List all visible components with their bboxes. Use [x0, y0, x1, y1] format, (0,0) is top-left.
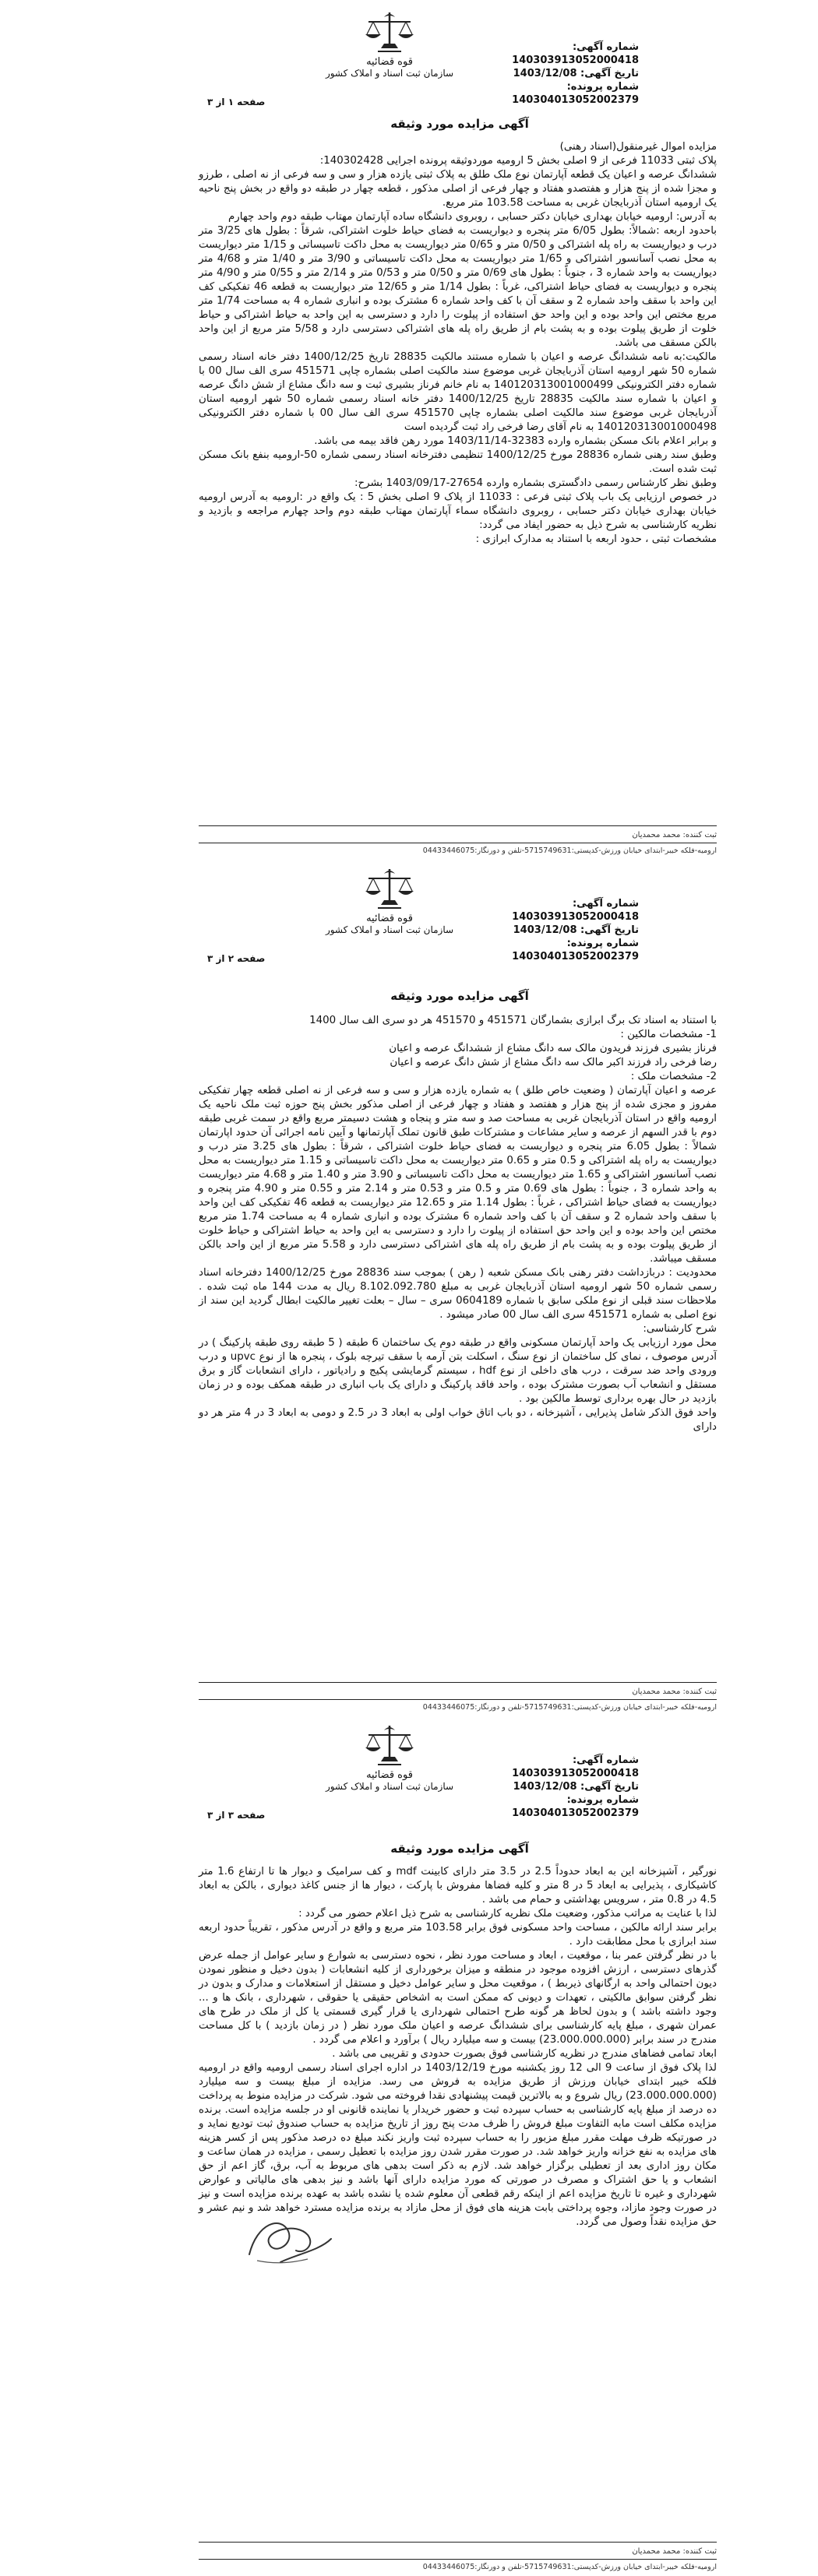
page-number-label: صفحه ۱ از ۳	[207, 97, 266, 107]
body-paragraph: لذا با عنایت به مراتب مذکور، وضعیت ملک نظریه کارشناسی به شرح ذیل اعلام حضور می گردد :	[298, 1908, 717, 1920]
body-paragraph: پلاک ثبتی 11033 فرعی از 9 اصلی بخش 5 ارومیه موردوثیقه پرونده اجرایی 140302428:	[319, 155, 717, 167]
notice-body	[199, 1014, 717, 1434]
page-footer: ارومیه-فلکه خیبر-ابتدای خیابان ورزش-کدپستی:5715749631-تلفن و دورنگار:04433446075	[199, 1699, 717, 1712]
signer-name: ثبت کننده: محمد محمدیان	[632, 1687, 717, 1696]
body-paragraph: شرح کارشناسی:	[643, 1323, 717, 1335]
emblem-organization-label: سازمان ثبت اسناد و املاک کشور	[325, 68, 454, 79]
notice-body	[199, 140, 717, 547]
emblem-judiciary-label: قوه قضائیه	[366, 913, 413, 924]
signer-line	[199, 825, 717, 839]
notice-number: شماره آگهی: 140303913052000418	[512, 1754, 639, 1779]
body-paragraph: محدودیت : دربازداشت دفتر رهنی بانک مسکن شعبه ( رهن ) بموجب سند 28836 مورخ 1400/12/25 دفترخانه اسناد رسمی شماره 50 شهر ارومیه استان آذربایجان غربی به مبلغ 8.102.092.780 ریال به مدت 144 ماه ثبت شده . ملاحظات سند قبلی از نوع ملکی سابق با شماره 0604189 سری – سال – بعلت تغییر مالکیت ابطال گردید این سند از نوع اصلی به شماره 451571 سری الف سال 00 صادر میشود .	[199, 1267, 717, 1321]
body-paragraph: ابعاد تمامی فضاهای مندرج در نظریه کارشناسی فوق بصورت حدودی و تقریبی می باشد .	[332, 2048, 717, 2060]
body-paragraph: مزایده اموال غیرمنقول(اسناد رهنی)	[559, 141, 717, 153]
signer-line	[199, 2542, 717, 2556]
page-number-label: صفحه ۳ از ۳	[207, 1810, 266, 1821]
signer-line	[199, 1682, 717, 1696]
body-paragraph: 1- مشخصات مالکین :	[620, 1029, 717, 1040]
emblem-judiciary-label: قوه قضائیه	[366, 56, 413, 68]
body-paragraph: وطبق سند رهنی شماره 28836 مورخ 1400/12/25 تنظیمی دفترخانه اسناد رسمی شماره 50-ارومیه بنفع بانک مسکن ثبت شده است.	[199, 449, 718, 475]
scales-of-justice-icon	[362, 1723, 417, 1768]
page-number-label: صفحه ۲ از ۳	[207, 953, 266, 964]
judiciary-emblem	[316, 866, 464, 935]
case-number: شماره پرونده: 140304013052002379	[512, 938, 639, 962]
notice-meta	[460, 897, 639, 963]
page-2	[0, 857, 818, 1713]
body-paragraph: واحد فوق الذکر شامل پذیرایی ، آشپزخانه ، دو باب اتاق خواب اولی به ابعاد 3 در 2.5 و دومی به ابعاد 3 در 4 متر هر دو دارای	[199, 1407, 717, 1433]
notice-body	[199, 1865, 717, 2229]
notice-date: تاریخ آگهی: 1403/12/08	[513, 68, 639, 79]
scales-of-justice-icon	[362, 9, 417, 55]
scales-of-justice-icon	[362, 866, 417, 911]
notice-meta	[460, 1754, 639, 1820]
body-paragraph: با استناد به اسناد تک برگ ابرازی بشمارگان 451571 و 451570 هر دو سری الف سال 1400	[309, 1015, 717, 1026]
body-paragraph: 2- مشخصات ملک :	[630, 1071, 717, 1082]
body-paragraph: لذا پلاک فوق از ساعت 9 الی 12 روز یکشنبه مورخ 1403/12/19 در اداره اجرای اسناد رسمی ارومیه واقع در ارومیه فلکه خیبر ابتدای خیابان ورزش از طریق مزایده به فروش می رسد. مزایده از مبلغ بیست و سه میلیارد (23.000.000.000) ریال شروع و به بالاترین قیمت پیشنهادی نقدا فروخته می شود. شرکت در مزایده منوط به پرداخت ده درصد از مبلغ پایه کارشناسی به حساب سپرده ثبت و حضور خریدار یا نماینده قانونی او در جلسه مزایده است. برنده مزایده مکلف است مابه التفاوت مبلغ فروش را ظرف مدت پنج روز از تاریخ مزایده به حساب صندوق ثبت تودیع نماید و در صورتیکه ظرف مهلت مقرر مبلغ مزبور را به حساب سپرده ثبت واریز نکند مبلغ ده درصد مذکور پس از کسر هزینه های مزایده به نفع خزانه واریز خواهد شد. در صورت مقرر شدن روز مزایده با تعطیل رسمی ، مزایده در همان ساعت و مکان روز اداری بعد از تعطیلی برگزار خواهد شد. لازم به ذکر است بدهی های مربوط به آب، برق، گاز اعم از حق انشعاب و یا حق اشتراک و مصرف در صورتی که مورد مزایده دارای آنها باشد و نیز بدهی های مالیاتی و عوارض شهرداری و غیره تا تاریخ مزایده اعم از اینکه رقم قطعی آن معلوم شده یا نشده باشد به عهده برنده مزایده است و نیز در صورت وجود مازاد، وجوه پرداختی بابت هزینه های فوق از محل مازاد به برنده مزایده مسترد خواهد شد و نیم عشر و حق مزایده نقداً وصول می گردد.	[199, 2062, 717, 2228]
page-footer: ارومیه-فلکه خیبر-ابتدای خیابان ورزش-کدپستی:5715749631-تلفن و دورنگار:04433446075	[199, 843, 717, 855]
signer-name: ثبت کننده: محمد محمدیان	[632, 2547, 717, 2556]
body-paragraph: در خصوص ارزیابی یک باب پلاک ثبتی فرعی : 11033 از پلاک 9 اصلی بخش 5 : یک واقع در :ارومیه به آدرس ارومیه خیابان بهداری خیابان دکتر حسابی ، روبروی دانشگاه سماء آپارتمان مهتاب طبقه دوم واحد چهارم مراجعه و بازدید و نظریه کارشناسی به شرح ذیل به حضور ایفاد می گردد:	[199, 491, 717, 531]
handwritten-signature	[234, 2208, 343, 2270]
body-paragraph: با در نظر گرفتن عمر بنا ، موقعیت ، ابعاد و مساحت مورد نظر ، نحوه دسترسی به شوارع و سایر عوامل از جمله عرض گذرهای دسترسی ، ارزش افزوده موجود در منطقه و میزان برخورداری از کلیه انشعابات ( بدون دخیل و منظور نمودن دیون احتمالی واحد به ارگانهای ذیربط ) ، موقعیت محل و سایر عوامل دخیل و مستقل از استعلامات و مدارک و بدون در نظر گرفتن سوابق مالکیتی ، تعهدات و دیونی که ممکن است به اشخاص حقیقی یا حقوقی ، شهرداری ، بانک ها و ... وجود داشته باشد ) و بدون لحاظ هر گونه طرح احتمالی شهرداری یا قرار گیری قسمتی یا کل از ملک در طرح های عمران شهری ، مبلغ پایه کارشناسی برای ششدانگ عرصه و اعیان ملک مورد نظر ( در زمان بازدید ) با کل مساحت مندرج در سند برابر (23.000.000.000) بیست و سه میلیارد ریال ) برآورد و اعلام می گردد .	[199, 1950, 717, 2046]
body-paragraph: باحدود اربعه :شمالاً: بطول 6/05 متر پنجره و دیواریست به فضای حیاط خلوت اشتراکی، شرقاً : بطول های 3/25 متر درب و دیواریست به راه پله اشتراکی و 0/50 متر و 0/65 متر دیواریست به محل داکت تاسیساتی و 1/15 متر دیواریست به محل نصب آسانسور اشتراکی و 1/65 متر دیواریست به محل داکت تاسیساتی و 3/90 متر و 1/40 متر و 4/68 متر دیواریست به واحد شماره 3 ، جنوباً : بطول های 0/69 متر و 0/50 متر و 0/53 متر و 2/14 متر و 0/55 متر و 4/90 متر پنجره و دیواریست به فضای حیاط اشتراکی، غرباً : بطول 1/14 متر و 12/65 متر دیواریست به قطعه 46 تفکیکی کف این واحد با سقف واحد شماره 2 و سقف آن با کف واحد شماره 6 مشترک بوده و انباری شماره 4 به مساحت 1/74 متر مربع مختص این واحد بوده و این واحد حق استفاده از پیلوت را دارد و دسترسی به این واحد به حیاط اشتراکی و حیاط خلوت از طریق پیلوت بوده و به پشت بام از طریق راه پله های اشتراکی دسترسی دارد و 5/58 متر مربع از این واحد بالکن مسقف می باشد.	[199, 225, 718, 349]
notice-date: تاریخ آگهی: 1403/12/08	[513, 1781, 639, 1793]
notice-date: تاریخ آگهی: 1403/12/08	[513, 924, 639, 936]
body-paragraph: وطبق نظر کارشناس رسمی دادگستری بشماره وارده 27654-1403/09/17 بشرح:	[354, 477, 717, 489]
judiciary-emblem	[316, 9, 464, 79]
emblem-judiciary-label: قوه قضائیه	[366, 1769, 413, 1781]
body-paragraph: فرناز بشیری فرزند فریدون مالک سه دانگ مشاع از ششدانگ عرصه و اعیان	[389, 1043, 717, 1054]
body-paragraph: محل مورد ارزیابی یک واحد آپارتمان مسکونی واقع در طبقه دوم یک ساختمان 6 طبقه ( 5 طبقه روی طبقه پارکینگ ) در آدرس موصوف ، نمای کل ساختمان از نوع سنگ ، اسکلت بتن آرمه با سقف تیرچه بلوک ، پنجره ها از نوع upvc و درب ورودی واحد ضد سرقت ، درب های داخلی از نوع hdf ، سیستم گرمایشی پکیج و رادیاتور ، دارای انشعابات گاز و برق مستقل و انشعاب آب بصورت مشترک بوده ، واحد فاقد پارکینگ و دارای یک باب انباری در طبقه همکف بوده و در زمان بازدید در حال بهره برداری توسط مالکین بود .	[199, 1337, 718, 1405]
notice-number: شماره آگهی: 140303913052000418	[512, 898, 639, 923]
body-paragraph: به آدرس: ارومیه خیابان بهداری خیابان دکتر حسابی ، روبروی دانشگاه ساده آپارتمان مهتاب طبقه دوم واحد چهارم	[228, 211, 717, 223]
notice-title: آگهی مزایده مورد وثیقه	[390, 117, 529, 131]
page-footer: ارومیه-فلکه خیبر-ابتدای خیابان ورزش-کدپستی:5715749631-تلفن و دورنگار:04433446075	[199, 2559, 717, 2571]
body-paragraph: رضا فرخی راد فرزند اکبر مالک سه دانگ مشاع از شش دانگ عرصه و اعیان	[390, 1057, 717, 1068]
body-paragraph: عرصه و اعیان آپارتمان ( وضعیت خاص طلق ) به شماره یازده هزار و سی و سه فرعی از نه اصلی قطعه چهار تفکیکی مفروز و مجزی شده از پنج هزار و هفتصد و هفتاد و چهار فرعی از اصلی مذکور بخش پنج حوزه ثبت ملک ناحیه یک ارومیه واقع در استان آذربایجان غربی به مساحت صد و سه متر و پنجاه و هشت دسیمتر مربع واقع در سمت غربی طبقه دوم با قدر السهم از عرصه و سایر مشاعات و مشترکات طبق قانون تملک آپارتمانها و آیین نامه اجرائی آن حدود اپارتمان شمالاً : بطول 6.05 متر پنجره و دیواریست به فضای حیاط خلوت اشتراکی ، شرقاً : بطول های 3.25 متر درب و دیواریست به راه پله اشتراکی و 0.5 متر و 0.65 متر دیواریست به محل داکت تاسیساتی و 1.15 متر دیواریست به محل نصب آسانسور اشتراکی و 1.65 متر دیواریست به محل داکت تاسیساتی و 3.90 متر و 1.40 متر و 4.68 متر دیواریست به واحد شماره 3 ، جنوباً : بطول های 0.69 متر و 0.5 متر و 0.53 متر و 2.14 متر و 0.55 متر و 4.90 متر پنجره و دیواریست به فضای حیاط اشتراکی ، غرباً : بطول 1.14 متر و 12.65 متر دیواریست به قطعه 46 تفکیکی کف این واحد با سقف واحد شماره 2 و سقف آن با کف واحد شماره 6 مشترک بوده و انباری شماره 4 به مساحت 1.74 متر مربع مختص این واحد بوده و این واحد حق استفاده از پیلوت را دارد و دسترسی به این واحد به حیاط اشتراکی و حیاط خلوت از طریق پیلوت بوده و به پشت بام از طریق راه پله های اشتراکی دسترسی دارد و 5.58 متر مربع از این واحد بالکن مسقف میباشد.	[199, 1085, 718, 1265]
signer-name: ثبت کننده: محمد محمدیان	[632, 831, 717, 839]
page-3	[0, 1713, 818, 2576]
page-1	[0, 0, 818, 857]
notice-title: آگهی مزایده مورد وثیقه	[390, 1842, 529, 1856]
body-paragraph: مشخصات ثبتی ، حدود اربعه با استناد به مدارک ابرازی :	[475, 533, 717, 545]
body-paragraph: و برابر اعلام بانک مسکن بشماره وارده 32383-1403/11/14 مورد رهن فاقد بیمه می باشد.	[314, 435, 717, 447]
body-paragraph: مالکیت:به نامه ششدانگ عرصه و اعیان با شماره مستند مالکیت 28835 تاریخ 1400/12/25 دفتر خانه اسناد رسمی شماره 50 شهر ارومیه استان آذربایجان غربی موضوع سند مالکیت اصلی بشماره چاپی 451571 سری الف سال 00 با شماره دفتر الکترونیکی 140120313001000499 به نام خانم فرناز بشیری ثبت و سه دانگ مشاع از شش دانگ عرصه و اعیان با شماره سند مالکیت 28835 تاریخ 1400/12/25 دفتر خانه اسناد رسمی شماره 50 شهر ارومیه استان آذربایجان غربی موضوع سند مالکیت اصلی بشماره چاپی 451570 سری الف سال 00 با شماره دفتر الکترونیکی 140120313001000498 به نام آقای رضا فرخی راد ثبت گردیده است	[199, 351, 717, 433]
emblem-organization-label: سازمان ثبت اسناد و املاک کشور	[325, 1781, 454, 1792]
body-paragraph: برابر سند ارائه مالکین ، مساحت واحد مسکونی فوق برابر 103.58 متر مربع و واقع در آدرس مذکور ، تقریباً حدود اربعه سند ابرازی با محل مطابقت دارد .	[199, 1922, 717, 1948]
notice-title: آگهی مزایده مورد وثیقه	[390, 989, 529, 1003]
case-number: شماره پرونده: 140304013052002379	[512, 1794, 639, 1819]
notice-number: شماره آگهی: 140303913052000418	[512, 41, 639, 66]
emblem-organization-label: سازمان ثبت اسناد و املاک کشور	[325, 924, 454, 935]
notice-meta	[460, 40, 639, 107]
case-number: شماره پرونده: 140304013052002379	[512, 81, 639, 106]
body-paragraph: نورگیر ، آشپزخانه این به ابعاد حدوداً 2.5 در 3.5 متر دارای کابینت mdf و کف سرامیک و دیوار ها تا ارتفاع 1.6 متر کاشیکاری ، پذیرایی به ابعاد 5 در 8 متر و کلیه فضاها مفروش با پارکت ، دیوار ها از جنس کاغذ دیواری ، بالکن به ابعاد 4.5 در 0.8 متر ، سرویس بهداشتی و حمام می باشد .	[199, 1866, 717, 1906]
judiciary-emblem	[316, 1723, 464, 1792]
body-paragraph: ششدانگ عرصه و اعیان یک قطعه آپارتمان نوع ملک طلق به پلاک ثبتی یازده هزار و سی و سه فرعی از نه اصلی ، طرزو و مجزا شده از پنج هزار و هفتصدو هفتاد و چهار فرعی از اصلی مذکور ، قطعه چهار در طبقه دو واقع در بخش پنج ناحیه یک ارومیه استان آذربایجان غربی به مساحت 103.58 متر مربع.	[199, 169, 717, 209]
